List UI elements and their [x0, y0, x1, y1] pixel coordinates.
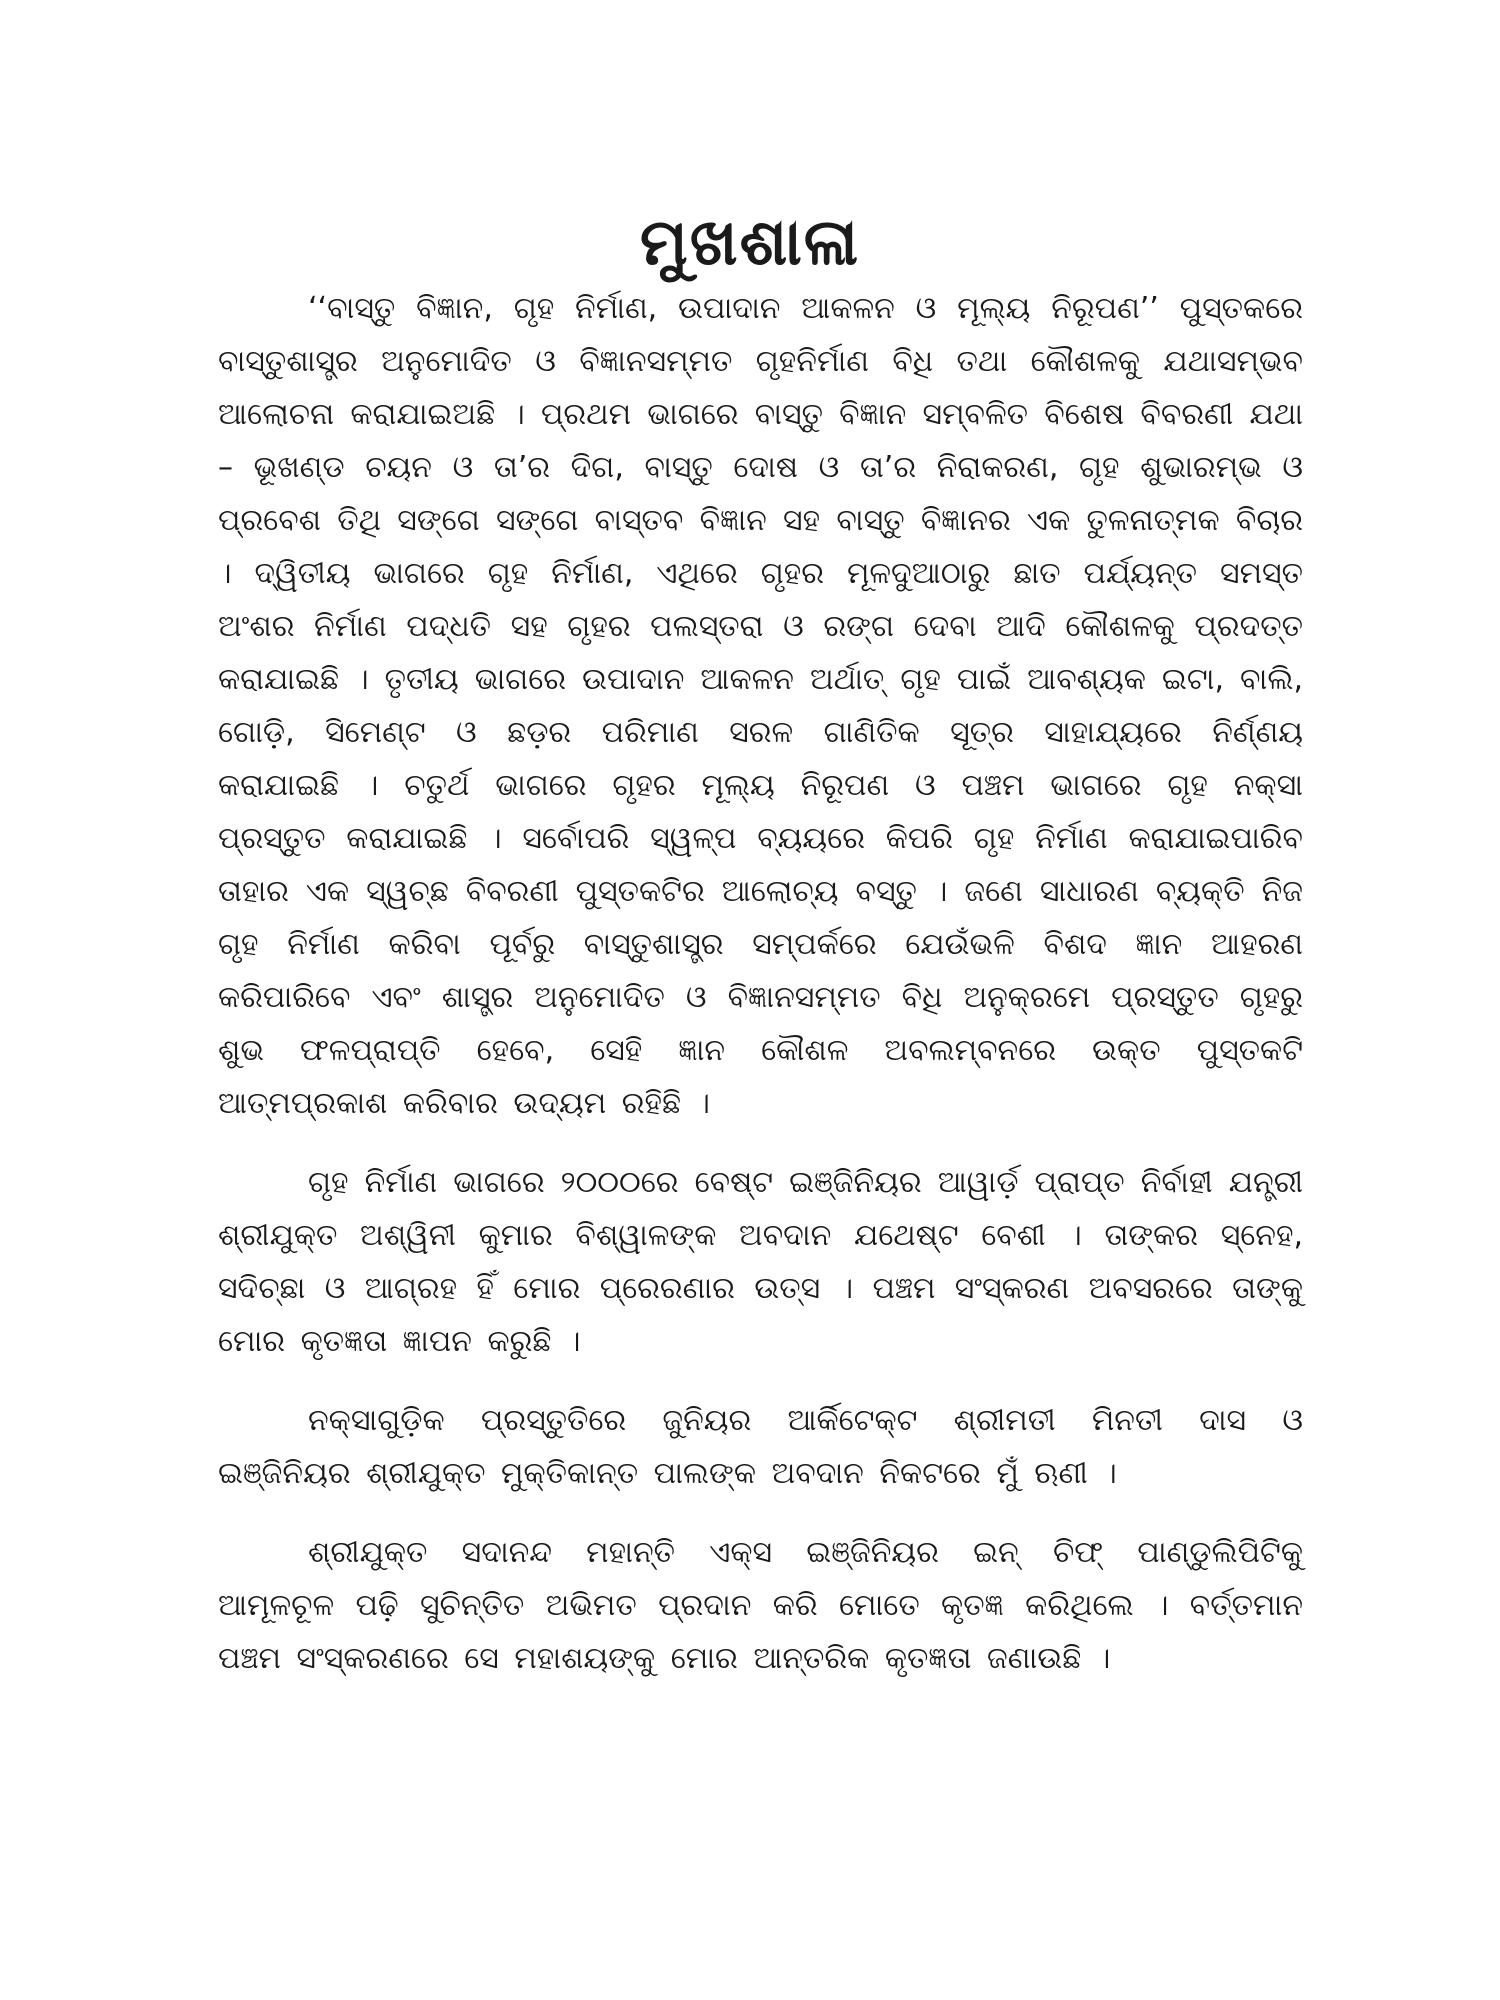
- paragraph-acknowledgement-3: ଶ୍ରୀଯୁକ୍ତ ସଦାନନ୍ଦ ମହାନ୍ତି ଏକ୍ସ ଇଞ୍ଜିନିୟର ଇନ୍ ଚିଫ୍ ପାଣ୍ଡୁଲିପିଟିକୁ ଆମୂଳଚୂଳ ପଢ଼ି ସୁଚିନ୍ତିତ ଅଭିମତ ପ୍ରଦାନ କରି ମୋତେ କୃତଜ୍ଞ କରିଥିଲେ । ବର୍ତ୍ତମାନ ପଞ୍ଚମ ସଂସ୍କରଣରେ ସେ ମହାଶୟଙ୍କୁ ମୋର ଆନ୍ତରିକ କୃତଜ୍ଞତା ଜଣାଉଛି ।: [218, 1535, 1303, 1676]
- paragraph-acknowledgement-2: ନକ୍ସାଗୁଡ଼ିକ ପ୍ରସ୍ତୁତିରେ ଜୁନିୟର ଆର୍କିଟେକ୍ଟ ଶ୍ରୀମତୀ ମିନତୀ ଦାସ ଓ ଇଞ୍ଜିନିୟର ଶ୍ରୀଯୁକ୍ତ ମୁକ୍ତିକାନ୍ତ ପାଲଙ୍କ ଅବଦାନ ନିକଟରେ ମୁଁ ଋଣୀ ।: [218, 1403, 1303, 1491]
- body-text: [218, 282, 1303, 1685]
- paragraph-intro: ‘‘ବାସ୍ତୁ ବିଜ୍ଞାନ, ଗୃହ ନିର୍ମାଣ, ଉପାଦାନ ଆକଳନ ଓ ମୂଲ୍ୟ ନିରୂପଣ’’ ପୁସ୍ତକରେ ବାସ୍ତୁଶାସ୍ତ୍ର ଅନୁମୋଦିତ ଓ ବିଜ୍ଞାନସମ୍ମତ ଗୃହନିର୍ମାଣ ବିଧି ତଥା କୌଶଳକୁ ଯଥାସମ୍ଭବ ଆଲୋଚନା କରାଯାଇଅଛି । ପ୍ରଥମ ଭାଗରେ ବାସ୍ତୁ ବିଜ୍ଞାନ ସମ୍ବଳିତ ବିଶେଷ ବିବରଣୀ ଯଥା – ଭୂଖଣ୍ଡ ଚୟନ ଓ ତା’ର ଦିଗ, ବାସ୍ତୁ ଦୋଷ ଓ ତା’ର ନିରାକରଣ, ଗୃହ ଶୁଭାରମ୍ଭ ଓ ପ୍ରବେଶ ତିଥି ସଙ୍ଗେ ସଙ୍ଗେ ବାସ୍ତବ ବିଜ୍ଞାନ ସହ ବାସ୍ତୁ ବିଜ୍ଞାନର ଏକ ତୁଳନାତ୍ମକ ବିଚାର । ଦ୍ୱିତୀୟ ଭାଗରେ ଗୃହ ନିର୍ମାଣ, ଏଥିରେ ଗୃହର ମୂଳଦୁଆଠାରୁ ଛାତ ପର୍ଯ୍ୟନ୍ତ ସମସ୍ତ ଅଂଶର ନିର୍ମାଣ ପଦ୍ଧତି ସହ ଗୃହର ପଲସ୍ତରା ଓ ରଙ୍ଗ ଦେବା ଆଦି କୌଶଳକୁ ପ୍ରଦତ୍ତ କରାଯାଇଛି । ତୃତୀୟ ଭାଗରେ ଉପାଦାନ ଆକଳନ ଅର୍ଥାତ୍ ଗୃହ ପାଇଁ ଆବଶ୍ୟକ ଇଟା, ବାଲି, ଗୋଡ଼ି, ସିମେଣ୍ଟ ଓ ଛଡ଼ର ପରିମାଣ ସରଳ ଗାଣିତିକ ସୂତ୍ର ସାହାଯ୍ୟରେ ନିର୍ଣ୍ଣୟ କରାଯାଇଛି । ଚତୁର୍ଥ ଭାଗରେ ଗୃହର ମୂଲ୍ୟ ନିରୂପଣ ଓ ପଞ୍ଚମ ଭାଗରେ ଗୃହ ନକ୍ସା ପ୍ରସ୍ତୁତ କରାଯାଇଛି । ସର୍ବୋପରି ସ୍ୱଳ୍ପ ବ୍ୟୟରେ କିପରି ଗୃହ ନିର୍ମାଣ କରାଯାଇପାରିବ ତାହାର ଏକ ସ୍ୱଚ୍ଛ ବିବରଣୀ ପୁସ୍ତକଟିର ଆଲୋଚ୍ୟ ବସ୍ତୁ । ଜଣେ ସାଧାରଣ ବ୍ୟକ୍ତି ନିଜ ଗୃହ ନିର୍ମାଣ କରିବା ପୂର୍ବରୁ ବାସ୍ତୁଶାସ୍ତ୍ର ସମ୍ପର୍କରେ ଯେଉଁଭଳି ବିଶଦ ଜ୍ଞାନ ଆହରଣ କରିପାରିବେ ଏବଂ ଶାସ୍ତ୍ର ଅନୁମୋଦିତ ଓ ବିଜ୍ଞାନସମ୍ମତ ବିଧି ଅନୁକ୍ରମେ ପ୍ରସ୍ତୁତ ଗୃହରୁ ଶୁଭ ଫଳପ୍ରାପ୍ତି ହେବେ, ସେହି ଜ୍ଞାନ କୌଶଳ ଅବଲମ୍ବନରେ ଉକ୍ତ ପୁସ୍ତକଟି ଆତ୍ମପ୍ରକାଶ କରିବାର ଉଦ୍ୟମ ରହିଛି ।: [218, 291, 1303, 1121]
- page-title: ମୁଖଶାଳା: [639, 205, 861, 280]
- paragraph-acknowledgement-1: ଗୃହ ନିର୍ମାଣ ଭାଗରେ ୨୦୦୦ରେ ବେଷ୍ଟ ଇଞ୍ଜିନିୟର ଆୱାର୍ଡ଼ ପ୍ରାପ୍ତ ନିର୍ବାହୀ ଯନ୍ତ୍ରୀ ଶ୍ରୀଯୁକ୍ତ ଅଶ୍ୱିନୀ କୁମାର ବିଶ୍ୱାଳଙ୍କ ଅବଦାନ ଯଥେଷ୍ଟ ବେଶୀ । ତାଙ୍କର ସ୍ନେହ, ସଦିଚ୍ଛା ଓ ଆଗ୍ରହ ହିଁ ମୋର ପ୍ରେରଣାର ଉତ୍ସ । ପଞ୍ଚମ ସଂସ୍କରଣ ଅବସରରେ ତାଙ୍କୁ ମୋର କୃତଜ୍ଞତା ଜ୍ଞାପନ କରୁଛି ।: [218, 1165, 1303, 1359]
